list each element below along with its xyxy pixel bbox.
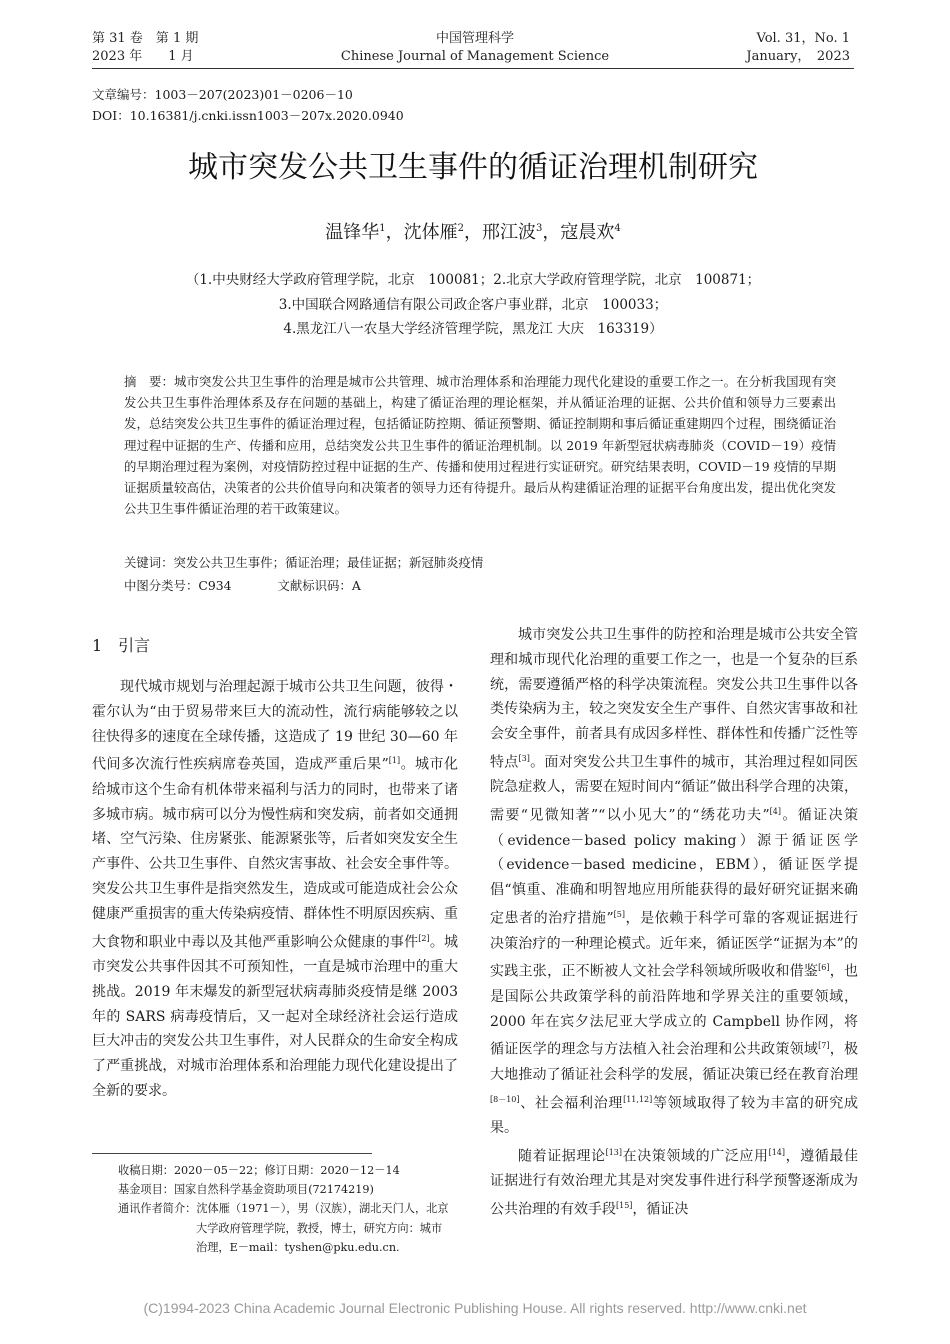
clc-number: 中图分类号：C934 xyxy=(124,578,232,593)
journal-volume-issue xyxy=(92,30,292,66)
volume-issue-en: Vol. 31，No. 1 xyxy=(756,31,850,46)
abstract: 摘 要：城市突发公共卫生事件的治理是城市公共管理、城市治理体系和治理能力现代化建设的重要工作之一。在分析我国现有突发公共卫生事件治理体系及存在问题的基础上，构建了循证治理的理论框架，并从循证治理的证据、公共价值和领导力三要素出发，总结突发公共卫生事件的循证治理过程，包括循证防控期、循证预警期、循证控制期和事后循证重建期四个过程，围绕循证治理过程中证据的生产、传播和应用，总结突发公共卫生事件的循证治理机制。以 2019 年新型冠状病毒肺炎（COVID－19）疫情的早期治理过程为案例，对疫情防控过程中证据的生产、传播和使用过程进行实证研究。研究结果表明，COVID－19 疫情的早期证据质量较高估，决策者的公共价值导向和决策者的领导力还有待提升。最后从构建循证治理的证据平台角度出发，提出优化突发公共卫生事件循证治理的若干政策建议。 xyxy=(124,374,836,517)
author: 温锋华$^1$ xyxy=(325,222,386,243)
received-date: 收稿日期：2020－05－22；修订日期：2020－12－14 xyxy=(118,1164,400,1177)
fund-project: 基金项目：国家自然科学基金资助项目(72174219) xyxy=(118,1183,374,1197)
citation-ref: [4] xyxy=(769,807,781,817)
date-cn: 2023 年 1 月 xyxy=(92,49,194,64)
author-intro: 通讯作者简介：沈体雁（1971－），男（汉族），湖北天门人，北京 xyxy=(118,1202,449,1216)
body-paragraph: 城市突发公共卫生事件的防控和治理是城市公共安全管理和城市现代化治理的重要工作之一，也是一个复杂的巨系统，需要遵循严格的科学决策流程。突发公共卫生事件以各类传染病为主，较之突发安全生产事件、自然灾害事故和社会安全事件，前者具有成因多样性、群体性和传播广泛性等特点[3]。面对突发公共卫生事件的城市，其治理过程如同医院急症救人，需要在短时间内“循证”做出科学合理的决策，需要“见微知著”“以小见大”的“绣花功夫”[4]。循证决策（evidence－based policy making）源于循证医学（evidence－based medicine，EBM），循证医学提倡“慎重、准确和明智地应用所能获得的最好研究证据来确定患者的治疗措施”[5]，是依赖于科学可靠的客观证据进行决策治疗的一种理论模式。近年来，循证医学“证据为本”的实践主张，正不断被人文社会学科领域所吸收和借鉴[6]，也是国际公共政策学科的前沿阵地和学界关注的重要领域，2000 年在宾夕法尼亚大学成立的 Campbell 协作网，将循证医学的理念与方法植入社会治理和公共政策领域[7]，极大地推动了循证社会科学的发展，循证决策已经在教育治理[8－10]、社会福利治理[11,12]等领域取得了较为丰富的研究成果。 xyxy=(490,627,859,1137)
citation-ref: [2] xyxy=(418,933,430,943)
keywords: 关键词：突发公共卫生事件；循证治理；最佳证据；新冠肺炎疫情 xyxy=(124,555,484,570)
author: 沈体雁$^2$ xyxy=(403,222,464,243)
journal-name xyxy=(300,30,650,66)
affiliations xyxy=(92,268,854,342)
journal-volume-issue-en xyxy=(690,30,850,66)
affiliation-line: 4.黑龙江八一农垦大学经济管理学院，黑龙江 大庆 163319） xyxy=(283,321,663,337)
author-intro-cont: 治理，E－mail：tyshen@pku.edu.cn. xyxy=(196,1240,400,1254)
document-code: 文献标识码：A xyxy=(277,578,361,593)
footnote-rule xyxy=(92,1153,372,1154)
citation-ref: [11,12] xyxy=(623,1094,653,1104)
affiliation-line: （1.中央财经大学政府管理学院，北京 100081；2.北京大学政府管理学院，北京 100871； xyxy=(185,272,761,288)
citation-ref: [13] xyxy=(605,1147,623,1157)
body-paragraph: 随着证据理论[13]在决策领域的广泛应用[14]，遵循最佳证据进行有效治理尤其是对突发事件进行科学预警逐渐成为公共治理的有效手段[15]，循证决 xyxy=(490,1147,859,1218)
author-list: 温锋华$^1$，沈体雁$^2$，邢江波$^3$，寇晨欢$^4$ xyxy=(325,222,621,243)
citation-ref: [8－10] xyxy=(490,1094,520,1104)
journal-name-en: Chinese Journal of Management Science xyxy=(340,49,610,64)
footnotes xyxy=(118,1161,458,1257)
citation-ref: [7] xyxy=(818,1041,830,1051)
citation-ref: [3] xyxy=(518,753,530,763)
left-column xyxy=(92,675,458,1104)
doi: DOI：10.16381/j.cnki.issn1003－207x.2020.0940 xyxy=(92,108,404,123)
classification xyxy=(124,575,836,596)
copyright-notice: (C)1994-2023 China Academic Journal Electronic Publishing House. All rights reserved. http://www.cnki.net xyxy=(143,1300,807,1316)
date-en: January， 2023 xyxy=(746,49,850,64)
citation-ref: [6] xyxy=(818,963,830,973)
journal-name-cn: 中国管理科学 xyxy=(435,31,514,46)
citation-ref: [14] xyxy=(768,1147,786,1157)
citation-ref: [5] xyxy=(613,910,625,920)
section-heading: 1 引言 xyxy=(92,636,151,655)
volume-issue-cn: 第 31 卷 第 1 期 xyxy=(92,31,199,46)
body-paragraph: 现代城市规划与治理起源于城市公共卫生问题，彼得・霍尔认为“由于贸易带来巨大的流动性，流行病能够较之以往快得多的速度在全球传播，这造成了 19 世纪 30—60 年代间多次流行性疾病席卷英国，造成严重后果”[1]。城市化给城市这个生命有机体带来福利与活力的同时，也带来了诸多城市病。城市病可以分为慢性病和突发病，前者如交通拥堵、空气污染、住房紧张、能源紧张等，后者如突发安全生产事件、公共卫生事件、自然灾害事故、社会安全事件等。突发公共卫生事件是指突然发生，造成或可能造成社会公众健康严重损害的重大传染病疫情、群体性不明原因疾病、重大食物和职业中毒以及其他严重影响公众健康的事件[2]。城市突发公共事件因其不可预知性，一直是城市治理中的重大挑战。2019 年末爆发的新型冠状病毒肺炎疫情是继 2003 年的 SARS 病毒疫情后，又一起对全球经济社会运行造成巨大冲击的突发公共卫生事件，对人民群众的生命安全构成了严重挑战，对城市治理体系和治理能力现代化建设提出了全新的要求。 xyxy=(92,679,459,1100)
author: 邢江波$^3$ xyxy=(482,222,543,243)
citation-ref: [1] xyxy=(388,756,401,766)
paper-title: 城市突发公共卫生事件的循证治理机制研究 xyxy=(188,150,758,185)
citation-ref: [15] xyxy=(616,1201,633,1211)
header-rule xyxy=(92,68,854,69)
author: 寇晨欢$^4$ xyxy=(560,222,621,243)
article-meta xyxy=(92,84,404,126)
article-number: 文章编号：1003－207(2023)01－0206－10 xyxy=(92,87,353,102)
affiliation-line: 3.中国联合网路通信有限公司政企客户事业群，北京 100033； xyxy=(278,296,668,313)
right-column xyxy=(490,623,858,1223)
author-intro-cont: 大学政府管理学院，教授，博士，研究方向：城市 xyxy=(196,1221,443,1235)
